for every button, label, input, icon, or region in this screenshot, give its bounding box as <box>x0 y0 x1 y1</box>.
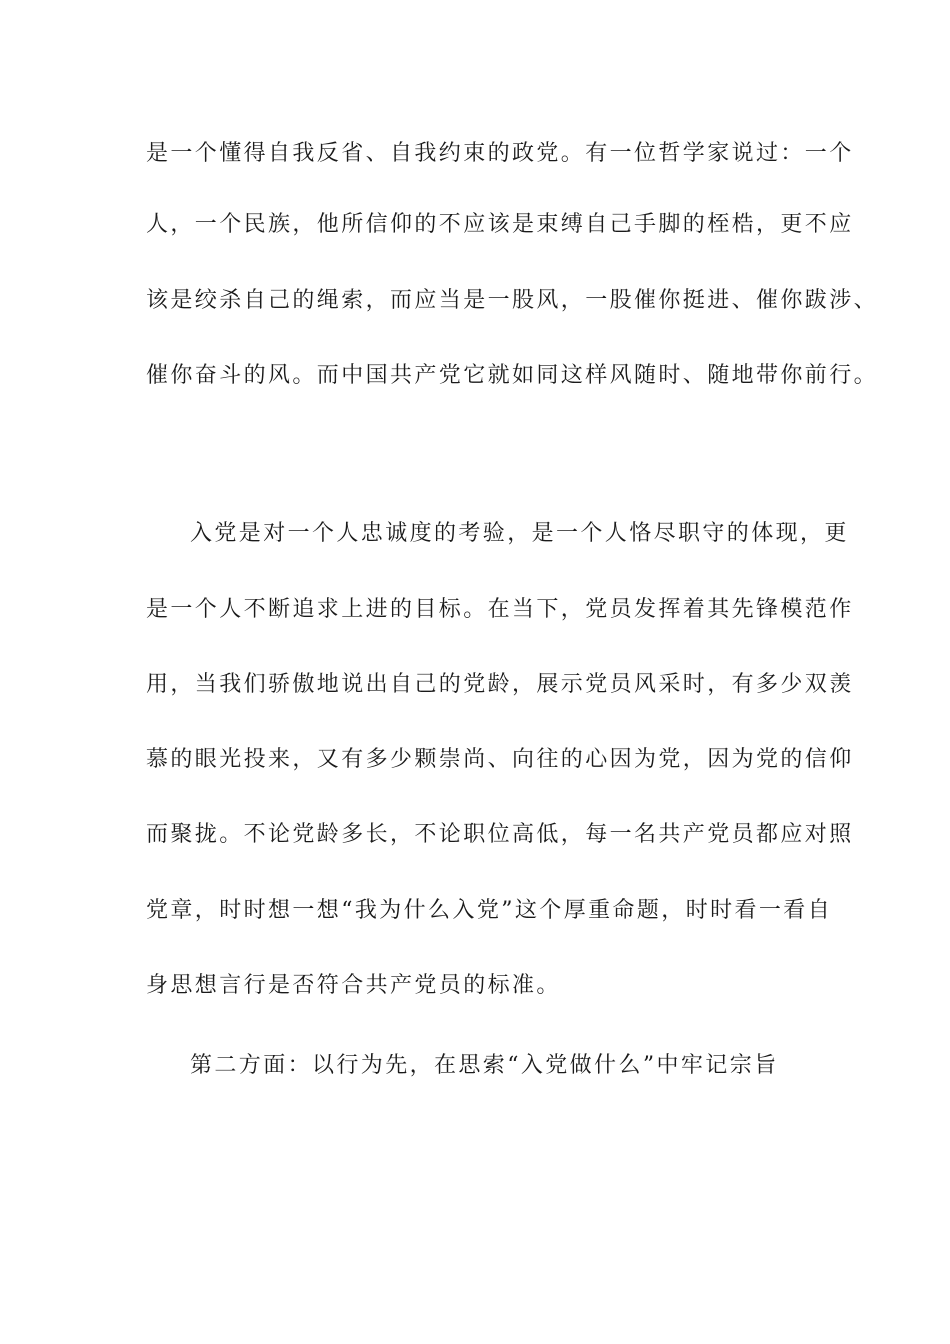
paragraph-line: 身思想言行是否符合共产党员的标准。 <box>146 973 561 998</box>
paragraph-line: 党章，时时想一想“我为什么入党”这个厚重命题，时时看一看自 <box>146 898 833 923</box>
paragraph-line: 而聚拢。不论党龄多长，不论职位高低，每一名共产党员都应对照 <box>146 822 854 847</box>
paragraph-line: 入党是对一个人忠诚度的考验，是一个人恪尽职守的体现，更 <box>190 521 849 546</box>
section-heading: 第二方面：以行为先，在思索“入党做什么”中牢记宗旨 <box>190 1053 779 1078</box>
paragraph-line: 人，一个民族，他所信仰的不应该是束缚自己手脚的桎梏，更不应 <box>146 212 854 237</box>
paragraph-line: 慕的眼光投来，又有多少颗崇尚、向往的心因为党，因为党的信仰 <box>146 747 854 772</box>
paragraph-line: 该是绞杀自己的绳索，而应当是一股风，一股催你挺进、催你跋涉、 <box>146 288 879 313</box>
paragraph-line: 用，当我们骄傲地说出自己的党龄，展示党员风采时，有多少双羡 <box>146 672 854 697</box>
paragraph-line: 催你奋斗的风。而中国共产党它就如同这样风随时、随地带你前行。 <box>146 363 879 388</box>
paragraph-line: 是一个人不断追求上进的目标。在当下，党员发挥着其先锋模范作 <box>146 597 854 622</box>
paragraph-line: 是一个懂得自我反省、自我约束的政党。有一位哲学家说过：一个 <box>146 141 854 166</box>
